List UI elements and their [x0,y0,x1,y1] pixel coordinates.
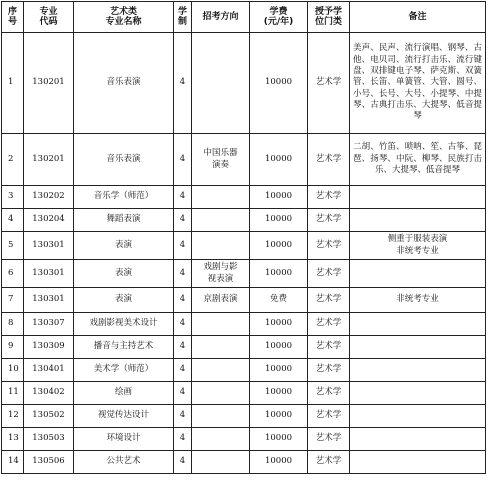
cell-name: 音乐表演 [74,134,174,186]
cell-note [350,451,486,474]
table-row [2,33,486,134]
cell-seq: 4 [2,209,24,232]
table-row [2,428,486,451]
cell-note [350,405,486,428]
cell-seq: 5 [2,232,24,260]
table-header-row [2,2,486,33]
cell-years: 4 [174,359,192,382]
table-body [2,33,486,474]
table-row [2,336,486,359]
table-row [2,186,486,209]
cell-code: 130301 [24,232,74,260]
cell-note [350,428,486,451]
cell-seq: 1 [2,33,24,134]
cell-code: 130503 [24,428,74,451]
cell-years: 4 [174,209,192,232]
table-row [2,260,486,288]
cell-years: 4 [174,405,192,428]
cell-degree: 艺术学 [308,232,350,260]
cell-seq: 8 [2,313,24,336]
cell-fee: 10000 [250,336,308,359]
cell-seq: 2 [2,134,24,186]
cell-fee: 10000 [250,186,308,209]
cell-degree: 艺术学 [308,405,350,428]
header-seq: 序 号 [2,2,24,33]
cell-degree: 艺术学 [308,336,350,359]
cell-fee: 10000 [250,209,308,232]
cell-seq: 7 [2,288,24,313]
cell-fee: 10000 [250,359,308,382]
cell-degree: 艺术学 [308,313,350,336]
cell-name: 舞蹈表演 [74,209,174,232]
cell-note: 侧重于服装表演 非统考专业 [350,232,486,260]
cell-seq: 3 [2,186,24,209]
cell-fee: 10000 [250,232,308,260]
cell-fee: 10000 [250,134,308,186]
cell-years: 4 [174,451,192,474]
cell-fee: 10000 [250,405,308,428]
cell-note [350,313,486,336]
cell-years: 4 [174,382,192,405]
cell-direction [192,405,250,428]
cell-note [350,336,486,359]
cell-seq: 11 [2,382,24,405]
cell-code: 130307 [24,313,74,336]
cell-direction [192,313,250,336]
cell-direction [192,336,250,359]
cell-name: 戏剧影视美术设计 [74,313,174,336]
cell-years: 4 [174,313,192,336]
cell-fee: 10000 [250,428,308,451]
cell-name: 绘画 [74,382,174,405]
cell-code: 130301 [24,288,74,313]
cell-degree: 艺术学 [308,428,350,451]
cell-name: 音乐表演 [74,33,174,134]
cell-direction [192,186,250,209]
header-code: 专业 代码 [24,2,74,33]
cell-years: 4 [174,428,192,451]
cell-note: 二胡、竹笛、唢呐、笙、古筝、琵琶、扬琴、中阮、柳琴、民族打击乐、大提琴、低音提琴 [350,134,486,186]
cell-note [350,260,486,288]
cell-name: 视觉传达设计 [74,405,174,428]
table-row [2,209,486,232]
cell-direction [192,359,250,382]
table-row [2,288,486,313]
cell-degree: 艺术学 [308,134,350,186]
cell-direction [192,428,250,451]
cell-name: 表演 [74,232,174,260]
cell-degree: 艺术学 [308,359,350,382]
cell-degree: 艺术学 [308,451,350,474]
cell-code: 130204 [24,209,74,232]
table-row [2,313,486,336]
cell-name: 表演 [74,288,174,313]
cell-years: 4 [174,33,192,134]
cell-note [350,359,486,382]
cell-note [350,382,486,405]
cell-degree: 艺术学 [308,382,350,405]
cell-code: 130301 [24,260,74,288]
header-name: 艺术类 专业名称 [74,2,174,33]
cell-note: 美声、民声、流行演唱、钢琴、古他、电贝司、流行打击乐、流行键盘、双排键电子琴、萨克斯、双簧管、长笛、单簧管、大管、圆号、小号、长号、大号、小提琴、中提琴、古典打击乐、大提琴、低音提琴 [350,33,486,134]
cell-years: 4 [174,232,192,260]
cell-direction [192,451,250,474]
art-programs-table [1,1,486,474]
cell-direction: 京剧表演 [192,288,250,313]
cell-years: 4 [174,288,192,313]
cell-seq: 10 [2,359,24,382]
cell-code: 130506 [24,451,74,474]
cell-degree: 艺术学 [308,186,350,209]
cell-years: 4 [174,260,192,288]
cell-degree: 艺术学 [308,288,350,313]
cell-name: 表演 [74,260,174,288]
cell-fee: 10000 [250,451,308,474]
cell-code: 130402 [24,382,74,405]
cell-code: 130202 [24,186,74,209]
cell-direction: 中国乐器 演奏 [192,134,250,186]
cell-code: 130201 [24,33,74,134]
cell-code: 130401 [24,359,74,382]
table-row [2,451,486,474]
cell-seq: 12 [2,405,24,428]
cell-degree: 艺术学 [308,33,350,134]
cell-name: 播音与主持艺术 [74,336,174,359]
table-row [2,382,486,405]
cell-note [350,209,486,232]
cell-note [350,186,486,209]
cell-name: 公共艺术 [74,451,174,474]
cell-code: 130201 [24,134,74,186]
cell-seq: 6 [2,260,24,288]
cell-degree: 艺术学 [308,209,350,232]
header-fee: 学费 (元/年) [250,2,308,33]
cell-direction [192,33,250,134]
cell-fee: 10000 [250,313,308,336]
header-note: 备注 [350,2,486,33]
cell-direction: 戏剧与影 视表演 [192,260,250,288]
cell-fee: 10000 [250,382,308,405]
cell-name: 音乐学（师范） [74,186,174,209]
header-degree: 授予学 位门类 [308,2,350,33]
cell-seq: 9 [2,336,24,359]
cell-name: 环境设计 [74,428,174,451]
cell-direction [192,382,250,405]
cell-seq: 14 [2,451,24,474]
cell-years: 4 [174,186,192,209]
cell-degree: 艺术学 [308,260,350,288]
header-direction: 招考方向 [192,2,250,33]
cell-code: 130309 [24,336,74,359]
cell-direction [192,232,250,260]
cell-name: 美术学（师范） [74,359,174,382]
cell-fee: 10000 [250,260,308,288]
header-years: 学 制 [174,2,192,33]
table-row [2,405,486,428]
table-row [2,134,486,186]
table-row [2,359,486,382]
table-row [2,232,486,260]
cell-fee: 免费 [250,288,308,313]
cell-fee: 10000 [250,33,308,134]
cell-note: 非统考专业 [350,288,486,313]
cell-seq: 13 [2,428,24,451]
cell-code: 130502 [24,405,74,428]
cell-direction [192,209,250,232]
cell-years: 4 [174,134,192,186]
cell-years: 4 [174,336,192,359]
